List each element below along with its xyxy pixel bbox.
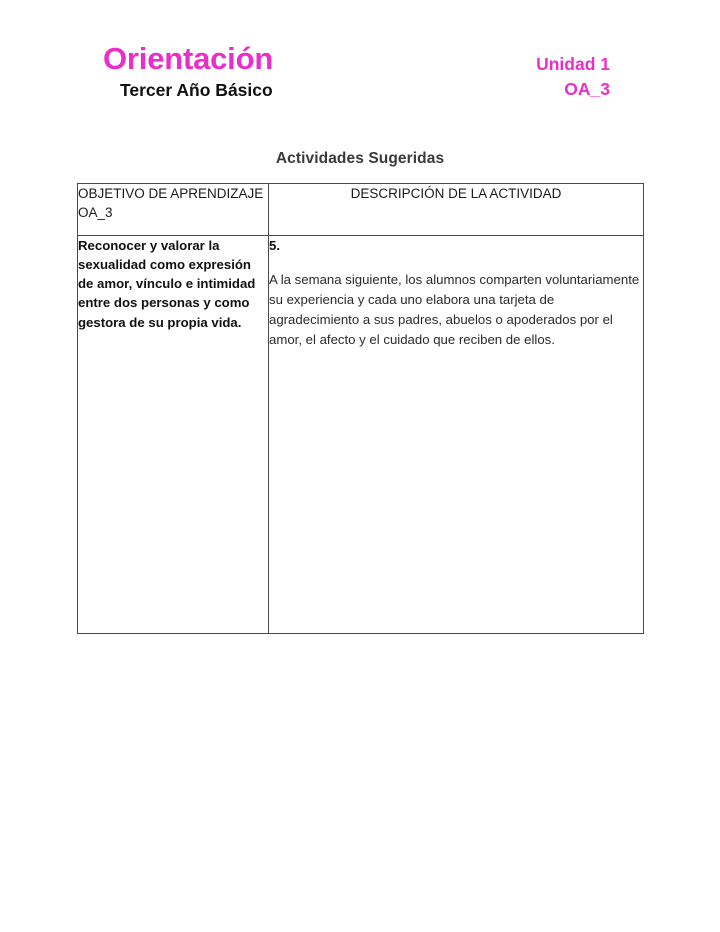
unit-label: Unidad 1 bbox=[536, 54, 610, 74]
document-header bbox=[0, 0, 720, 130]
cell-description bbox=[269, 236, 644, 634]
activity-text: A la semana siguiente, los alumnos comparten voluntariamente su experiencia y cada uno elabora una tarjeta de agradecimiento a sus padres, abuelos o apoderados por el amor, el afecto y el cuidado que reciben de ellos. bbox=[269, 271, 640, 347]
column-header-objective: OBJETIVO DE APRENDIZAJE OA_3 bbox=[78, 184, 269, 236]
cell-objective: Reconocer y valorar la sexualidad como expresión de amor, vínculo e intimidad entre dos personas y como gestora de su propia vida. bbox=[78, 236, 269, 634]
unit-block bbox=[536, 52, 610, 103]
column-header-description: DESCRIPCIÓN DE LA ACTIVIDAD bbox=[269, 184, 644, 236]
table-header-row bbox=[78, 184, 644, 236]
activity-number: 5. bbox=[269, 238, 280, 253]
activities-table bbox=[77, 183, 644, 634]
page-subtitle: Tercer Año Básico bbox=[120, 80, 273, 101]
title-block bbox=[103, 42, 503, 101]
table-row bbox=[78, 236, 644, 634]
objective-code-label: OA_3 bbox=[564, 79, 610, 100]
section-heading: Actividades Sugeridas bbox=[275, 150, 445, 167]
page-title: Orientación bbox=[103, 41, 274, 76]
